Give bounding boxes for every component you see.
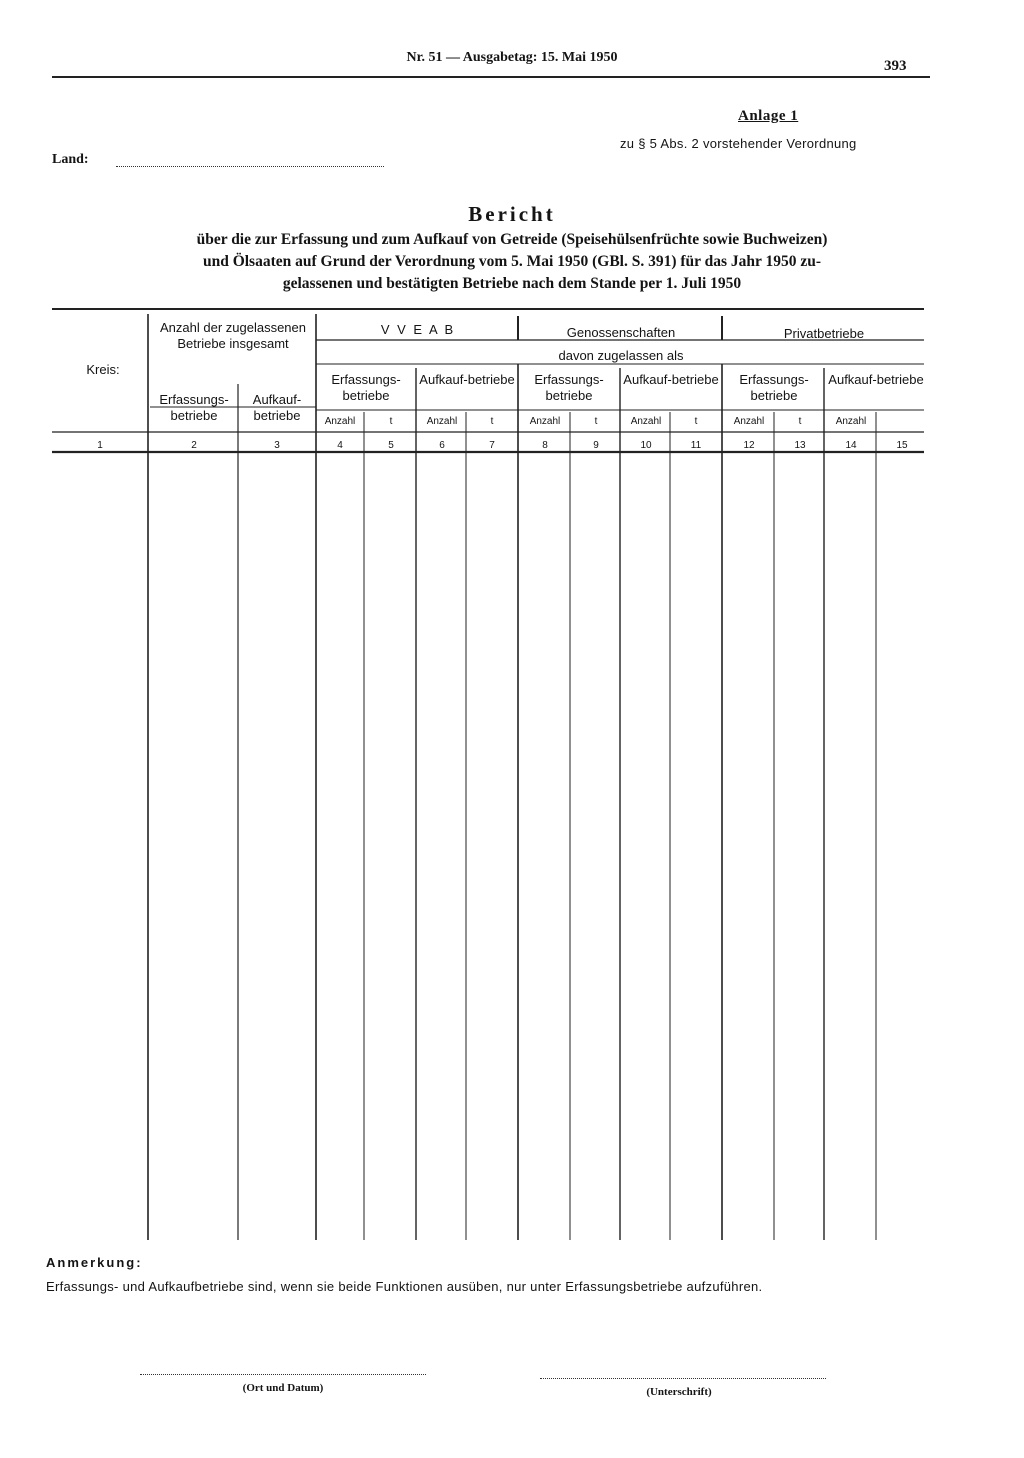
unit-anzahl-12: Anzahl: [733, 416, 765, 427]
col-number-8: 8: [542, 440, 548, 451]
unit-t-9: t: [594, 416, 598, 427]
col-number-1: 1: [97, 440, 103, 451]
col-number-13: 13: [794, 440, 806, 451]
gen-erfassung-header: Erfassungs-betriebe: [534, 372, 604, 403]
subtitle-line-2: und Ölsaaten auf Grund der Verordnung vom 5. Mai 1950 (GBl. S. 391) für das Jahr 1950 zu-: [202, 253, 822, 270]
signature-field[interactable]: [540, 1378, 826, 1379]
anzahl-header: Anzahl der zugelassenen Betriebe insgesamt: [160, 320, 306, 351]
col-number-11: 11: [690, 440, 702, 451]
col-number-7: 7: [489, 440, 495, 451]
col-number-10: 10: [640, 440, 652, 451]
group-vveab: V V E A B: [380, 322, 456, 337]
land-label: Land:: [52, 152, 89, 167]
unit-t-13: t: [798, 416, 802, 427]
vveab-erfassung-header: Erfassungs-betriebe: [331, 372, 401, 403]
subtitle-line-1: über die zur Erfassung und zum Aufkauf von Getreide (Speisehülsenfrüchte sowie Buchweizen): [196, 231, 828, 248]
page-number: 393: [884, 58, 907, 74]
kreis-label: Kreis:: [86, 362, 120, 377]
col-number-4: 4: [337, 440, 343, 451]
annex-title: Anlage 1: [738, 108, 799, 124]
col-number-6: 6: [439, 440, 445, 451]
unit-t-7: t: [490, 416, 494, 427]
priv-erfassung-header: Erfassungs-betriebe: [739, 372, 809, 403]
unit-anzahl-14-text: Anzahl: [835, 416, 867, 427]
signature-label: (Unterschrift): [646, 1386, 712, 1398]
note-heading: Anmerkung:: [46, 1255, 143, 1270]
place-date-field[interactable]: [140, 1374, 426, 1375]
col-number-5: 5: [388, 440, 394, 451]
vveab-aufkauf-header: Aufkauf-betriebe: [419, 372, 515, 387]
col-number-14: 14: [845, 440, 857, 451]
unit-t-5: t: [389, 416, 393, 427]
anzahl-aufkauf-header: Aufkauf-betriebe: [252, 392, 302, 423]
col-number-9: 9: [593, 440, 599, 451]
note-text: Erfassungs- und Aufkaufbetriebe sind, wenn sie beide Funktionen ausüben, nur unter Erfassungsbetriebe aufzuführen.: [46, 1279, 763, 1294]
subtitle-line-3: gelassenen und bestätigten Betriebe nach dem Stande per 1. Juli 1950: [282, 275, 742, 292]
issue-text: Nr. 51 — Ausgabetag: 15. Mai 1950: [406, 50, 618, 65]
col-number-3: 3: [274, 440, 280, 451]
unit-anzahl-10: Anzahl: [630, 416, 662, 427]
group-genossenschaften: Genossenschaften: [566, 325, 676, 340]
col-number-15: 15: [896, 440, 908, 451]
place-date-label: (Ort und Datum): [242, 1382, 324, 1394]
col-number-2: 2: [191, 440, 197, 451]
unit-anzahl-4: Anzahl: [324, 416, 356, 427]
unit-anzahl-8: Anzahl: [529, 416, 561, 427]
priv-aufkauf-header: Aufkauf-betriebe: [828, 372, 924, 387]
annex-reference: zu § 5 Abs. 2 vorstehender Verordnung: [620, 136, 857, 151]
gen-aufkauf-header: Aufkauf-betriebe: [623, 372, 719, 387]
davon-label: davon zugelassen als: [558, 348, 684, 363]
unit-t-11: t: [694, 416, 698, 427]
col-number-12: 12: [743, 440, 755, 451]
anzahl-erfassung-header: Erfassungs-betriebe: [159, 392, 229, 423]
group-privatbetriebe: Privatbetriebe: [783, 326, 865, 341]
unit-anzahl-6: Anzahl: [426, 416, 458, 427]
report-title: Bericht: [468, 202, 556, 226]
